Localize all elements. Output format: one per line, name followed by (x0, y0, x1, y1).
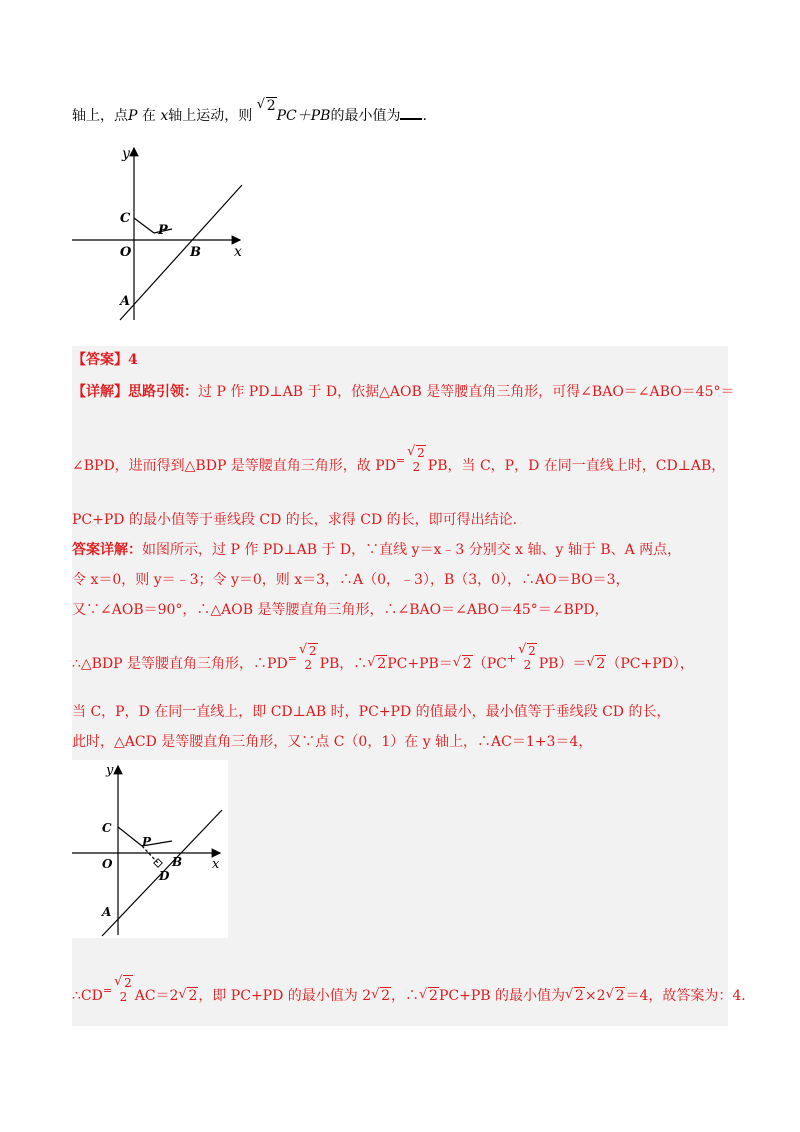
var-p: P (128, 108, 138, 124)
question-text: 轴上运动，则 (168, 108, 253, 124)
label-p: P (158, 223, 168, 238)
label-d: D (159, 869, 170, 883)
question-line: 轴上，点P 在 x轴上运动，则 √ 2PC＋PB的最小值为 . (72, 104, 427, 126)
segment-cp (134, 218, 154, 233)
question-text: 在 (141, 108, 156, 124)
detail-line-8: 当 C，P，D 在同一直线上，即 CD⊥AB 时，PC+PD 的值最小，最小值等于垂线段 CD 的长， (72, 704, 671, 720)
detail-line-7: ∴△BDP 是等腰直角三角形，∴PD= √ 2 2 PB，∴√ 2PC+PB＝√ 2（PC+ √ 2 2 PB）＝√ 2（PC+PD）， (72, 650, 694, 678)
figure-2 (72, 760, 228, 938)
label-b: B (190, 245, 201, 260)
detail-line-4: 答案详解：如图所示，过 P 作 PD⊥AB 于 D，∵直线 y＝x﹣3 分别交 x 轴、y 轴于 B、A 两点， (72, 542, 682, 558)
question-text: 轴上，点 (72, 108, 128, 124)
var-x: x (160, 108, 169, 124)
label-p: P (142, 835, 152, 849)
question-expression: PC＋PB (276, 108, 331, 124)
fraction-sqrt2-over-2: √ 2 2 (407, 446, 426, 474)
detail-line-2: ∠BPD，进而得到△BDP 是等腰直角三角形，故 PD= √ 2 2 PB，当 C，P，D 在同一直线上时，CD⊥AB， (72, 452, 725, 480)
detail-line-6: 又∵∠AOB＝90°，∴△AOB 是等腰直角三角形，∴∠BAO＝∠ABO＝45°＝∠BPD， (72, 602, 609, 618)
sqrt-2: √ 2 (257, 96, 277, 116)
label-x: x (212, 857, 220, 872)
question-text: 的最小值为 (330, 108, 401, 124)
detail-line-9: 此时，△ACD 是等腰直角三角形，又∵点 C（0，1）在 y 轴上，∴AC＝1+3＝4， (72, 734, 593, 750)
line-ab (120, 185, 242, 320)
figure-1 (72, 140, 252, 325)
detail-line-5: 令 x＝0，则 y＝﹣3；令 y＝0，则 x＝3，∴A（0，﹣3），B（3，0），∴AO＝BO＝3， (72, 572, 630, 588)
label-c: C (102, 821, 112, 835)
label-y: y (106, 763, 114, 778)
label-o: O (120, 245, 132, 260)
detail-line-1: 【详解】思路引领：过 P 作 PD⊥AB 于 D，依据△AOB 是等腰直角三角形，可得∠BAO＝∠ABO＝45°＝ (72, 384, 735, 400)
answer-blank (400, 104, 422, 120)
answer-label: 【答案】4 (72, 352, 138, 368)
label-a: A (102, 905, 112, 919)
label-b: B (172, 855, 183, 869)
label-a: A (120, 294, 131, 309)
detail-line-10: ∴CD= √ 2 2 AC＝2√ 2，即 PC+PD 的最小值为 2√ 2，∴√ 2PC+PB 的最小值为√ 2×2√ 2＝4，故答案为：4. (72, 982, 746, 1010)
label-o: O (102, 857, 113, 871)
label-x: x (234, 244, 242, 260)
detail-line-3: PC+PD 的最小值等于垂线段 CD 的长，求得 CD 的长，即可得出结论. (72, 512, 518, 528)
segment-cp (118, 827, 142, 846)
label-c: C (120, 211, 131, 226)
label-y: y (122, 146, 130, 162)
